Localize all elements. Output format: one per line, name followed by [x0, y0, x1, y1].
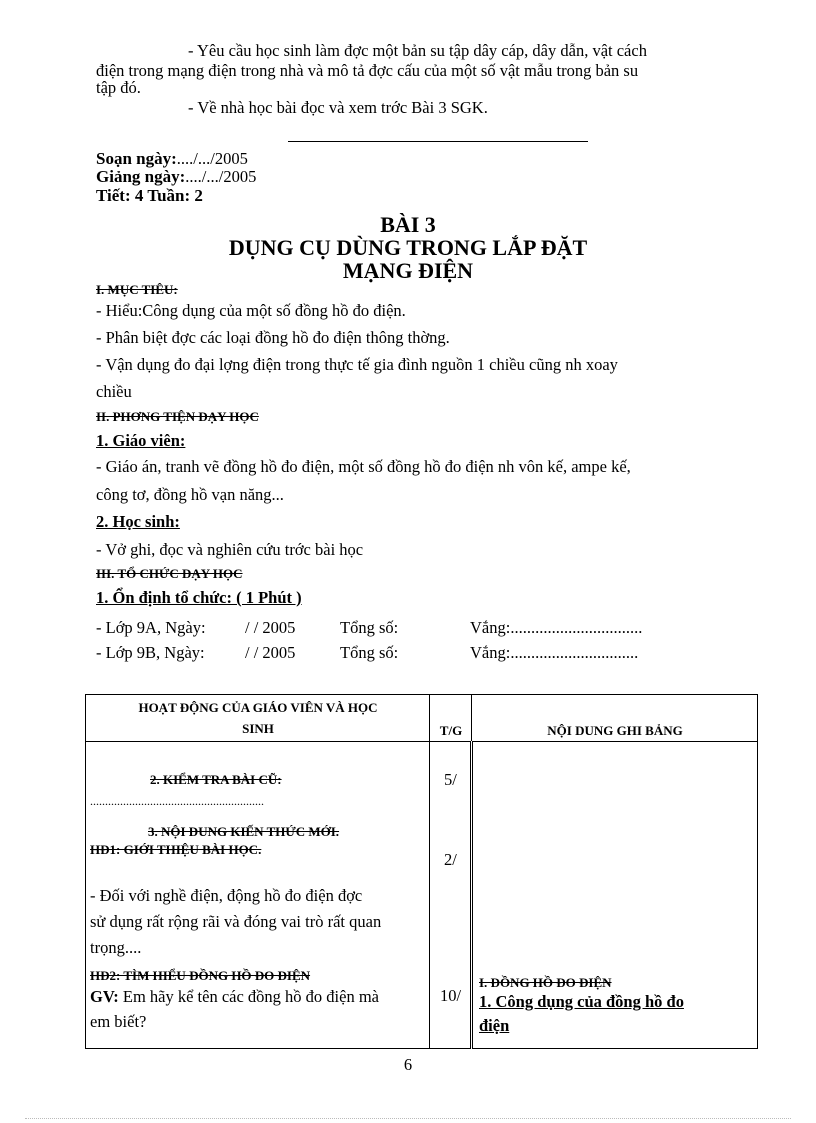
activity-cell: [86, 742, 430, 1049]
lesson-title-2: DỤNG CỤ DÙNG TRONG LẮP ĐẶT: [228, 235, 588, 260]
hd1-text-2: sử dụng rất rộng rãi và đóng vai trò rất quan: [90, 912, 382, 931]
page-number: 6: [403, 1055, 413, 1074]
lesson-table: [85, 694, 758, 1049]
content-cell: [472, 742, 758, 1049]
header-time: T/G: [439, 723, 463, 738]
student-heading: 2. Học sinh:: [96, 512, 180, 531]
class-9b-date: / / 2005: [245, 643, 296, 662]
teacher-heading: 1. Giáo viên:: [96, 431, 186, 450]
header-col-activity: [86, 695, 430, 742]
time-2: 2/: [444, 850, 457, 869]
noi-dung-heading: 3. NỘI DUNG KIẾN THỨC MỚI.: [148, 824, 340, 839]
hd2-heading: HĐ2: TÌM HIỂU ĐỒNG HỒ ĐO ĐIỆN: [90, 968, 311, 983]
header-col-time: [430, 695, 472, 742]
intro-line2: - Về nhà học bài đọc và xem trớc Bài 3 SGK.: [188, 98, 488, 117]
time-10: 10/: [440, 986, 462, 1005]
intro-line1a: - Yêu cầu học sinh làm đợc một bản su tập dây cáp, dây dẫn, vật cách: [188, 41, 647, 60]
student-line: - Vở ghi, đọc và nghiên cứu trớc bài học: [96, 540, 364, 559]
giang-ngay: [96, 167, 256, 187]
lesson-title-1: BÀI 3: [380, 212, 436, 237]
lesson-title-3: MẠNG ĐIỆN: [342, 258, 474, 283]
section1-heading: I. MỤC TIÊU:: [96, 282, 178, 297]
class-9a-tong: Tổng số:: [340, 618, 399, 637]
separator-line: [288, 141, 588, 142]
teacher-line-2: công tơ, đồng hồ vạn năng...: [96, 485, 284, 504]
gv-label: GV:: [90, 987, 119, 1006]
page-footer-border: [25, 1118, 791, 1119]
hd1-heading: HĐ1: GIỚI THIỆU BÀI HỌC.: [90, 842, 262, 857]
soan-label: Soạn ngày:: [96, 149, 177, 168]
soan-value: ..../.../2005: [176, 149, 248, 168]
section2-heading: II. PHƠNG TIỆN DẠY HỌC: [96, 409, 259, 424]
time-5: 5/: [444, 770, 457, 789]
gv-question: [90, 987, 379, 1007]
hd1-text-3: trọng....: [90, 938, 142, 957]
intro-line1b: điện trong mạng điện trong nhà và mô tả đợc cấu của một số vật mẫu trong bản su: [96, 61, 639, 80]
section3-heading: III. TỔ CHỨC DẠY HỌC: [96, 566, 243, 581]
objective-3-cont: chiều: [96, 382, 132, 401]
header-activity-line2: SINH: [242, 721, 274, 736]
kiem-tra-heading: 2. KIỂM TRA BÀI CŨ:: [150, 772, 282, 787]
cong-dung-heading-1: 1. Công dụng của đồng hồ đo: [479, 992, 684, 1011]
class-9a-date: / / 2005: [245, 618, 296, 637]
class-9b-vang: Vắng:...............................: [470, 643, 639, 662]
objective-2: - Phân biệt đợc các loại đồng hồ đo điện thông thờng.: [96, 328, 450, 347]
teacher-line-1: - Giáo án, tranh vẽ đồng hồ đo điện, một số đồng hồ đo điện nh vôn kế, ampe kế,: [96, 457, 631, 476]
gv-text-1: Em hãy kể tên các đồng hồ đo điện mà: [118, 987, 379, 1006]
intro-line1c: tập đó.: [96, 78, 141, 97]
header-activity-line1: HOẠT ĐỘNG CỦA GIÁO VIÊN VÀ HỌC: [138, 700, 378, 715]
hd1-text-1: - Đối với nghề điện, động hồ đo điện đợc: [90, 886, 363, 905]
soan-ngay: [96, 149, 248, 169]
cong-dung-heading-2: điện: [479, 1016, 510, 1035]
on-dinh-heading: 1. Ổn định tổ chức: ( 1 Phút ): [96, 588, 302, 607]
table-body-row: [86, 742, 758, 1049]
giang-value: ..../.../2005: [185, 167, 257, 186]
class-9b-lop: - Lớp 9B, Ngày:: [96, 643, 205, 662]
objective-3: - Vận dụng đo đại lợng điện trong thực tế gia đình nguồn 1 chiều cũng nh xoay: [96, 355, 618, 374]
gv-text-2: em biết?: [90, 1012, 147, 1031]
class-9b-tong: Tổng số:: [340, 643, 399, 662]
class-9a-lop: - Lớp 9A, Ngày:: [96, 618, 206, 637]
time-cell: [430, 742, 472, 1049]
header-content: NỘI DUNG GHI BẢNG: [547, 723, 683, 738]
tiet-tuan: Tiết: 4 Tuần: 2: [96, 186, 203, 205]
dong-ho-heading: I. ĐỒNG HỒ ĐO ĐIỆN: [479, 975, 612, 990]
objective-1: - Hiểu:Công dụng của một số đồng hồ đo điện.: [96, 301, 406, 320]
header-col-content: [472, 695, 758, 742]
giang-label: Giảng ngày:: [96, 167, 186, 186]
kiem-tra-dots: ..........................................................: [90, 794, 264, 808]
class-9a-vang: Vắng:................................: [470, 618, 643, 637]
table-header-row: [86, 695, 758, 742]
